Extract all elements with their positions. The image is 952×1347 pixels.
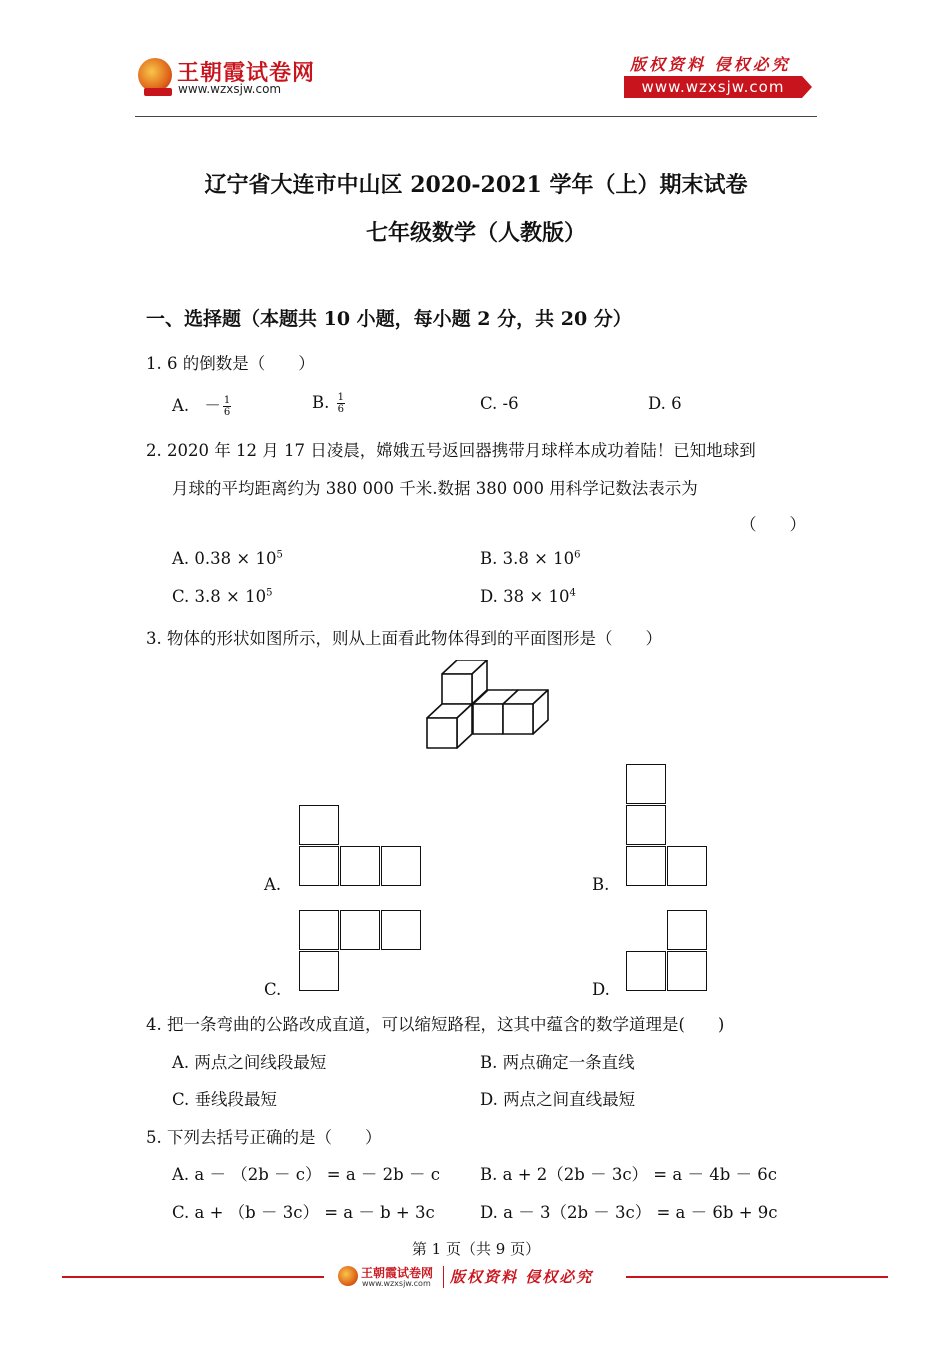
q4-option-c: C. 垂线段最短: [172, 1090, 278, 1109]
header-brand-name: 王朝霞试卷网: [177, 61, 316, 86]
q1-stem: 1. 6 的倒数是（ ）: [146, 354, 315, 373]
footer-brand-url: www.wzxsjw.com: [362, 1279, 431, 1288]
q4-option-b: B. 两点确定一条直线: [480, 1053, 635, 1072]
q2-d-exp: 4: [569, 587, 576, 599]
q2-b-base: B. 3.8 × 10: [480, 549, 575, 568]
q2-b-exp: 6: [574, 549, 581, 561]
grid-cell: [667, 910, 707, 950]
grid-cell: [340, 846, 380, 886]
footer-separator: [443, 1266, 444, 1288]
q2-a-base: A. 0.38 × 10: [172, 549, 277, 568]
grid-cell: [626, 951, 666, 991]
q3-option-a-label: A.: [264, 875, 282, 894]
cube-right-front: [503, 704, 533, 734]
grid-cell: [381, 910, 421, 950]
q3-option-b-label: B.: [592, 875, 610, 894]
header-brand-url: www.wzxsjw.com: [178, 82, 282, 96]
q1-b-label: B.: [312, 393, 330, 412]
q1-a-num: 1: [223, 395, 231, 406]
q4-option-d: D. 两点之间直线最短: [480, 1090, 636, 1109]
q1-option-a: [172, 392, 233, 418]
footer-rule-right: [626, 1276, 888, 1278]
q2-option-c: [172, 587, 272, 606]
q2-answer-paren: （ ）: [740, 515, 806, 534]
q2-option-b: [480, 549, 581, 568]
cube-upper-front: [442, 674, 472, 704]
page-number: 第 1 页（共 9 页）: [411, 1240, 541, 1258]
q2-stem-line1: 2. 2020 年 12 月 17 日凌晨，嫦娥五号返回器携带月球样本成功着陆！已知地球到: [146, 441, 756, 460]
grid-cell: [299, 910, 339, 950]
grid-cell: [626, 846, 666, 886]
q2-option-a: [172, 549, 283, 568]
footer-rights-text: 版权资料 侵权必究: [450, 1268, 594, 1286]
grid-cell: [626, 764, 666, 804]
grid-cell: [299, 805, 339, 845]
q3-option-c-label: C.: [264, 980, 282, 999]
grid-cell: [667, 951, 707, 991]
header-rights-text: 版权资料 侵权必究: [630, 55, 791, 74]
q4-stem: 4. 把一条弯曲的公路改成直道，可以缩短路程，这其中蕴含的数学道理是( ): [146, 1015, 725, 1034]
footer-brand-name: 王朝霞试卷网: [361, 1266, 434, 1280]
q2-d-base: D. 38 × 10: [480, 587, 570, 606]
q3-option-d-label: D.: [592, 980, 610, 999]
header-url-banner: www.wzxsjw.com: [624, 76, 802, 98]
q1-option-c: C. -6: [480, 394, 519, 413]
grid-cell: [340, 910, 380, 950]
section-heading: 一、选择题（本题共 10 小题，每小题 2 分，共 20 分）: [146, 308, 632, 330]
header-divider: [135, 116, 817, 117]
q1-a-fraction: [223, 395, 231, 418]
grid-cell: [299, 951, 339, 991]
cube-left-front: [427, 718, 457, 748]
footer-logo-icon: [338, 1266, 358, 1286]
q1-a-sign: －: [204, 396, 221, 415]
q2-c-exp: 5: [266, 587, 273, 599]
q1-b-den: 6: [337, 404, 344, 415]
q5-option-d: D. a － 3（2b － 3c） = a － 6b + 9c: [480, 1203, 778, 1222]
q1-option-b: [312, 392, 347, 415]
q1-b-num: 1: [337, 392, 344, 403]
grid-cell: [381, 846, 421, 886]
q5-option-c: C. a + （b － 3c） = a － b + 3c: [172, 1203, 435, 1222]
brand-logo-ribbon: [144, 88, 172, 96]
grid-cell: [667, 846, 707, 886]
q1-a-den: 6: [223, 407, 231, 418]
q5-option-a: A. a － （2b － c） = a － 2b － c: [172, 1165, 440, 1184]
q2-c-base: C. 3.8 × 10: [172, 587, 267, 606]
q2-a-exp: 5: [276, 549, 283, 561]
q1-option-d: D. 6: [648, 394, 682, 413]
page-subtitle: 七年级数学（人教版）: [365, 220, 586, 246]
footer-rule-left: [62, 1276, 324, 1278]
q4-option-a: A. 两点之间线段最短: [172, 1053, 327, 1072]
cube-middle-front: [473, 704, 503, 734]
q1-b-fraction: [337, 392, 345, 415]
q5-stem: 5. 下列去括号正确的是（ ）: [146, 1128, 382, 1147]
brand-logo-icon: [138, 58, 172, 92]
q1-a-label: A.: [172, 396, 190, 415]
grid-cell: [299, 846, 339, 886]
q3-stem: 3. 物体的形状如图所示，则从上面看此物体得到的平面图形是（ ）: [146, 629, 662, 648]
q2-option-d: [480, 587, 576, 606]
q3-solid-figure: [420, 660, 555, 752]
page-title: 辽宁省大连市中山区 2020-2021 学年（上）期末试卷: [204, 172, 748, 198]
q2-stem-line2: 月球的平均距离约为 380 000 千米.数据 380 000 用科学记数法表示为: [172, 479, 698, 498]
grid-cell: [626, 805, 666, 845]
q5-option-b: B. a + 2（2b － 3c） = a － 4b － 6c: [480, 1165, 777, 1184]
